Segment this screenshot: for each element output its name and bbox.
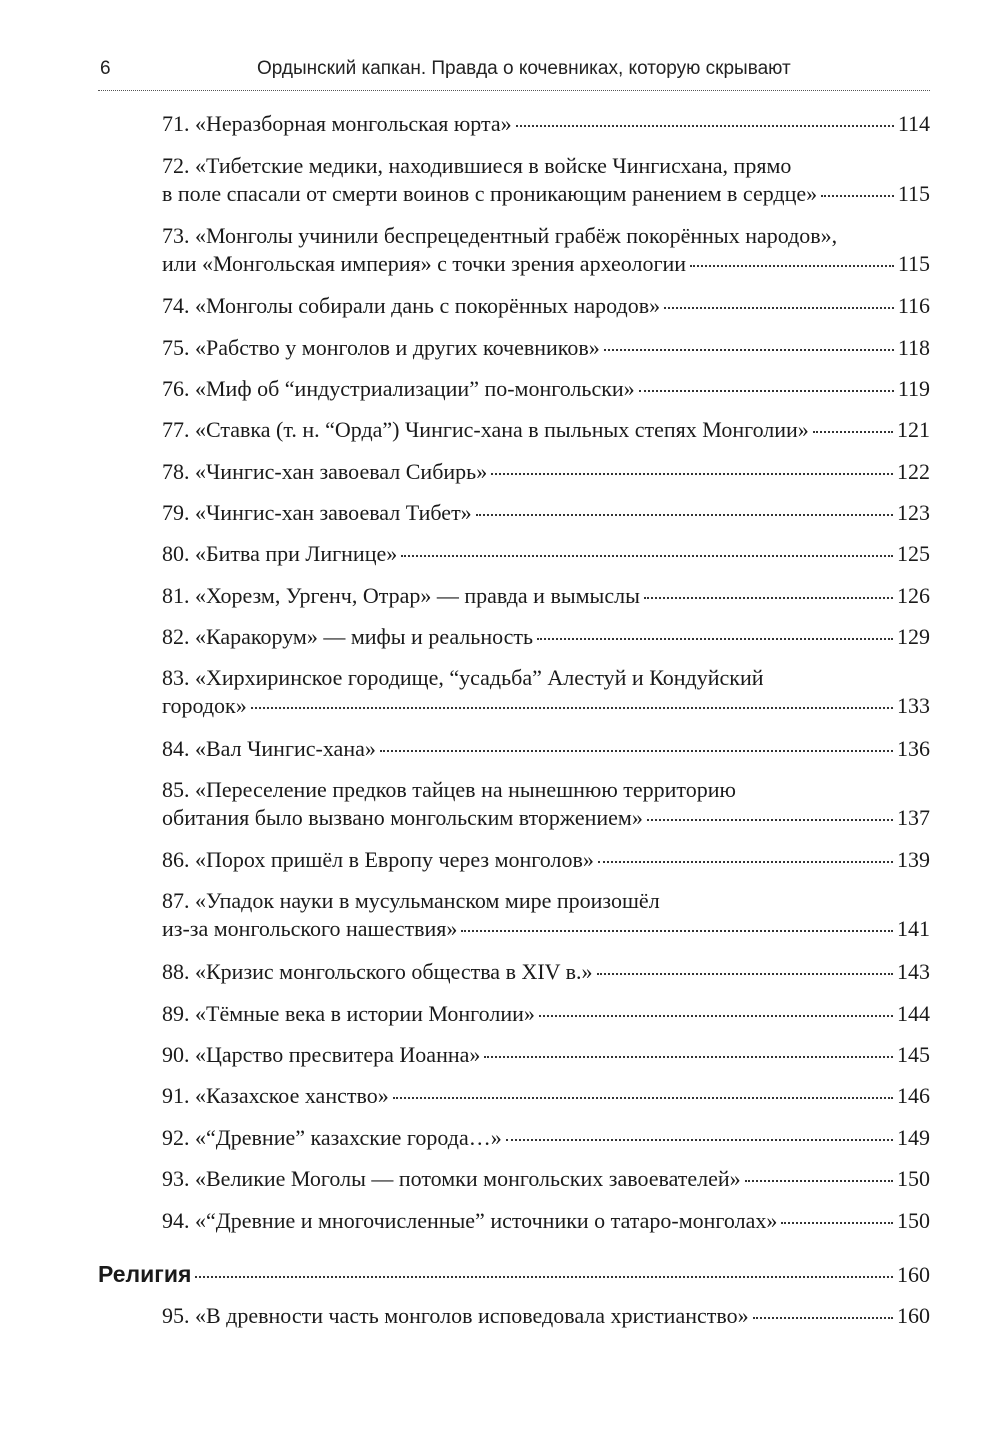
toc-entry[interactable]: [162, 1124, 930, 1152]
toc-entry-title-line: в поле спасали от смерти воинов с проникающим ранением в сердце»: [162, 181, 818, 206]
dot-leader: [195, 1276, 893, 1278]
toc-entry-row: [162, 582, 930, 610]
toc-entry-title-line: 90. «Царство пресвитера Иоанна»: [162, 1042, 481, 1067]
toc-entry-title-line: 84. «Вал Чингис-хана»: [162, 736, 376, 761]
toc-entry[interactable]: [162, 664, 930, 720]
toc-entry-title-line: 89. «Тёмные века в истории Монголии»: [162, 1001, 535, 1026]
toc-page-number: 114: [897, 111, 930, 136]
dot-leader: [484, 1056, 893, 1058]
toc-entry-title-line: 85. «Переселение предков тайцев на нынешнюю территорию: [162, 777, 736, 802]
toc-entry-title-line: 88. «Кризис монгольского общества в XIV в.»: [162, 959, 593, 984]
toc-entry[interactable]: [162, 1041, 930, 1069]
toc-entry-row: [162, 110, 930, 138]
dot-leader: [539, 1015, 893, 1017]
toc-page-number: 119: [897, 376, 930, 401]
toc-page-number: 116: [897, 293, 930, 318]
toc-entry-title-line: 78. «Чингис-хан завоевал Сибирь»: [162, 459, 488, 484]
toc-page-number: 123: [897, 500, 930, 525]
dot-leader: [813, 431, 893, 433]
toc-entry-title-line: или «Монгольская империя» с точки зрения археологии: [162, 251, 687, 276]
dot-leader: [476, 514, 893, 516]
toc-page-number: 115: [897, 251, 930, 276]
toc-page-number: 144: [897, 1001, 930, 1026]
toc-entry-title-line: 91. «Казахское ханство»: [162, 1083, 389, 1108]
toc-entry-title-line: 81. «Хорезм, Ургенч, Отрар» — правда и вымыслы: [162, 583, 640, 608]
toc-entry-title-line: 74. «Монголы собирали дань с покорённых народов»: [162, 293, 661, 318]
toc-page-number: 122: [897, 459, 930, 484]
toc-entry-title-line: 93. «Великие Моголы — потомки монгольских завоевателей»: [162, 1166, 741, 1191]
toc-entry-row: [162, 1207, 930, 1235]
toc-entry-title-line: 92. «“Древние” казахские города…»: [162, 1125, 502, 1150]
toc-entry-title-line: из-за монгольского нашествия»: [162, 916, 458, 941]
toc-entry[interactable]: [162, 1207, 930, 1235]
dot-leader: [690, 265, 894, 267]
running-title: Ордынский капкан. Правда о кочевниках, которую скрывают: [257, 58, 791, 79]
toc-entry-title-line: 86. «Порох пришёл в Европу через монголов»: [162, 847, 594, 872]
toc-entry-row: [162, 623, 930, 651]
toc-entry[interactable]: [162, 735, 930, 763]
toc-entry[interactable]: [162, 776, 930, 832]
section-title: Религия: [98, 1261, 192, 1287]
toc-entry[interactable]: [162, 1082, 930, 1110]
toc-entry-row: [162, 958, 930, 986]
dot-leader: [598, 861, 893, 863]
toc-entry-row: [162, 692, 930, 720]
dot-leader: [491, 473, 893, 475]
dot-leader: [745, 1180, 893, 1182]
toc-page-number: 160: [897, 1262, 930, 1287]
toc-entry-title-line: 79. «Чингис-хан завоевал Тибет»: [162, 500, 472, 525]
toc-page-number: 150: [897, 1208, 930, 1233]
toc-entry[interactable]: [162, 582, 930, 610]
toc-entry-row: [162, 846, 930, 874]
toc-entry-title-line: 72. «Тибетские медики, находившиеся в войске Чингисхана, прямо: [162, 153, 792, 178]
toc-entry-row: [162, 1000, 930, 1028]
toc-entry-row: [162, 375, 930, 403]
toc-entry-row: [98, 1260, 930, 1289]
toc-entry-title-line: 80. «Битва при Лигнице»: [162, 541, 398, 566]
toc-entry[interactable]: [162, 1000, 930, 1028]
toc-page-number: 125: [897, 541, 930, 566]
toc-page-number: 139: [897, 847, 930, 872]
toc-page-number: 118: [897, 335, 930, 360]
dot-leader: [639, 390, 894, 392]
toc-entry-row: [162, 735, 930, 763]
toc-entry[interactable]: [162, 222, 930, 278]
dot-leader: [647, 819, 893, 821]
toc-entry-row: [162, 1041, 930, 1069]
dot-leader: [537, 638, 893, 640]
toc-entry-row: [162, 1124, 930, 1152]
toc-entry[interactable]: [162, 292, 930, 320]
toc-page-number: 126: [897, 583, 930, 608]
toc-entry-row: [162, 458, 930, 486]
dot-leader: [597, 973, 893, 975]
toc-entry-row: [162, 1082, 930, 1110]
toc-page-number: 146: [897, 1083, 930, 1108]
toc-entry-row: [162, 804, 930, 832]
toc-entry-title-line: 94. «“Древние и многочисленные” источники о татаро-монголах»: [162, 1208, 778, 1233]
toc-entry-row: [162, 292, 930, 320]
toc-entry[interactable]: [162, 110, 930, 138]
toc-page-number: 143: [897, 959, 930, 984]
toc-entry-title-line: 83. «Хирхиринское городище, “усадьба” Алестуй и Кондуйский: [162, 665, 764, 690]
toc-page-number: 136: [897, 736, 930, 761]
toc-section[interactable]: [98, 1260, 930, 1289]
toc-entry-title-line: 82. «Каракорум» — мифы и реальность: [162, 624, 534, 649]
toc-entry[interactable]: [162, 375, 930, 403]
toc-page-number: 133: [897, 693, 930, 718]
toc-entry-row: [162, 250, 930, 278]
dot-leader: [461, 930, 893, 932]
toc-page-number: 141: [897, 916, 930, 941]
toc-entry-row: [162, 416, 930, 444]
toc-entry[interactable]: [162, 1302, 930, 1330]
toc-page-number: 150: [897, 1166, 930, 1191]
dot-leader: [393, 1097, 893, 1099]
toc-page-number: 121: [897, 417, 930, 442]
toc-entry-row: [162, 334, 930, 362]
toc-entry-title-line: обитания было вызвано монгольским вторжением»: [162, 805, 643, 830]
dot-leader: [506, 1139, 893, 1141]
toc-page-number: 160: [897, 1303, 930, 1328]
toc-entry-title-line: 75. «Рабство у монголов и других кочевников»: [162, 335, 600, 360]
dot-leader: [251, 707, 893, 709]
toc-page-number: 137: [897, 805, 930, 830]
dot-leader: [380, 750, 893, 752]
toc-entry-title-line: 87. «Упадок науки в мусульманском мире произошёл: [162, 888, 660, 913]
toc-entry-row: [162, 915, 930, 943]
toc-entry-title-line: городок»: [162, 693, 247, 718]
toc-entry-row: [162, 540, 930, 568]
dot-leader: [516, 125, 894, 127]
dot-leader: [753, 1317, 893, 1319]
toc-entry-title-line: 76. «Миф об “индустриализации” по-монгольски»: [162, 376, 635, 401]
toc-entry-row: [162, 499, 930, 527]
toc-entry[interactable]: [162, 458, 930, 486]
page-number: 6: [100, 58, 111, 79]
toc-entry-title-line: 71. «Неразборная монгольская юрта»: [162, 111, 512, 136]
dot-leader: [604, 349, 894, 351]
toc-entry[interactable]: [162, 540, 930, 568]
toc-page-number: 115: [897, 181, 930, 206]
toc-entry[interactable]: [162, 623, 930, 651]
toc-entry[interactable]: [162, 499, 930, 527]
toc-entry[interactable]: [162, 334, 930, 362]
toc-entry[interactable]: [162, 416, 930, 444]
dot-leader: [781, 1222, 893, 1224]
toc-entry[interactable]: [162, 958, 930, 986]
toc-entry-title-line: 73. «Монголы учинили беспрецедентный грабёж покорённых народов»,: [162, 223, 838, 248]
toc-entry-row: [162, 1165, 930, 1193]
toc-entry[interactable]: [162, 887, 930, 943]
toc-entry[interactable]: [162, 152, 930, 208]
toc-entry-title-line: 95. «В древности часть монголов исповедовала христианство»: [162, 1303, 749, 1328]
toc-page-number: 149: [897, 1125, 930, 1150]
page-header: [98, 56, 930, 91]
toc-entry[interactable]: [162, 846, 930, 874]
dot-leader: [644, 597, 893, 599]
dot-leader: [664, 307, 894, 309]
dot-leader: [821, 195, 894, 197]
toc-page-number: 145: [897, 1042, 930, 1067]
toc-entry-row: [162, 180, 930, 208]
toc-page-number: 129: [897, 624, 930, 649]
toc-entry-title-line: 77. «Ставка (т. н. “Орда”) Чингис-хана в пыльных степях Монголии»: [162, 417, 809, 442]
dot-leader: [401, 555, 893, 557]
toc-entry-row: [162, 1302, 930, 1330]
toc-entry[interactable]: [162, 1165, 930, 1193]
